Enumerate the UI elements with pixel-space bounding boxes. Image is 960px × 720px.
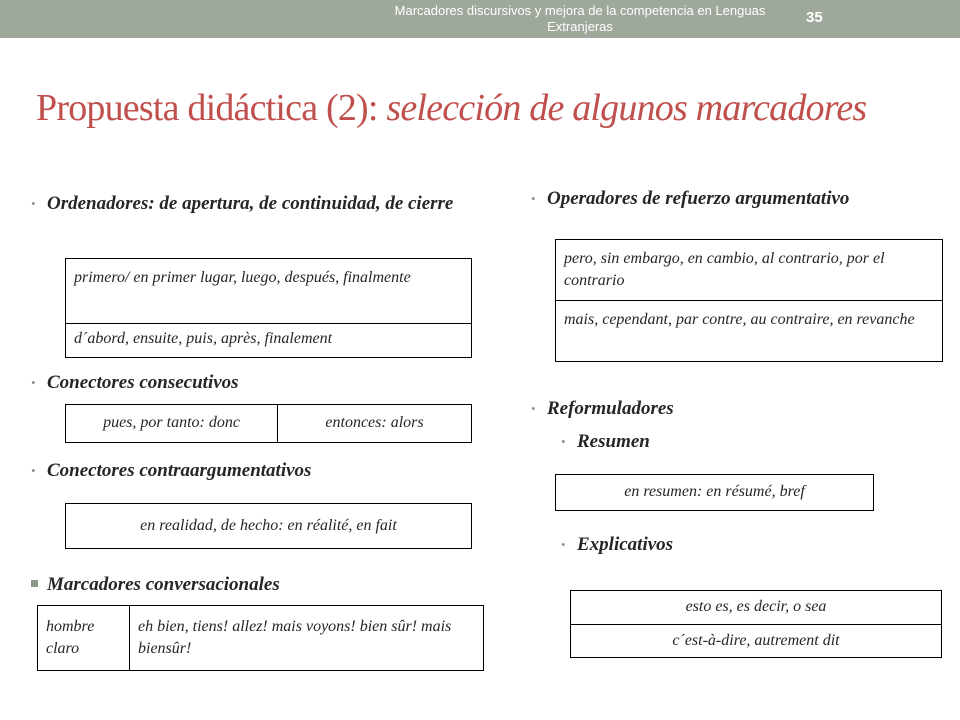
table-explicativos [570, 590, 942, 658]
table-row: en realidad, de hecho: en réalité, en fait [140, 517, 397, 534]
table-row: esto es, es decir, o sea [685, 598, 827, 615]
bullet-dot-icon: • [531, 401, 536, 416]
bullet-label: Conectores contraargumentativos [47, 460, 312, 481]
table-consecutivos [65, 404, 472, 443]
bullet-label: Marcadores conversacionales [47, 574, 280, 595]
bullet-contraargumentativos [31, 459, 487, 482]
table-cell: pues, por tanto: donc [66, 405, 278, 442]
bullet-operadores [531, 187, 947, 210]
presentation-title: Marcadores discursivos y mejora de la competencia en Lenguas Extranjeras [394, 3, 766, 34]
table-operadores [555, 239, 943, 362]
table-row: d´abord, ensuite, puis, après, finalement [66, 323, 471, 357]
bullet-consecutivos [31, 371, 487, 394]
bullet-dot-icon: • [31, 196, 36, 211]
bullet-label: Ordenadores: de apertura, de continuidad, de cierre [47, 193, 454, 214]
table-row: en resumen: en résumé, bref [624, 483, 805, 500]
bullet-reformuladores [531, 397, 847, 420]
bullet-dot-icon: • [31, 463, 36, 478]
title-emphasis: selección de algunos marcadores [386, 87, 867, 129]
header-bar [0, 0, 960, 38]
bullet-conversacionales [47, 573, 487, 596]
slide-title [36, 86, 946, 130]
bullet-label: Explicativos [577, 534, 674, 555]
table-cell: eh bien, tiens! allez! mais voyons! bien sûr! mais biensûr! [138, 618, 452, 657]
bullet-dot-icon: • [561, 537, 566, 552]
table-contraargumentativos [65, 503, 472, 549]
table-row: pero, sin embargo, en cambio, al contrario, por el contrario [564, 250, 885, 289]
bullet-dot-icon: • [561, 434, 566, 449]
table-resumen [555, 474, 874, 511]
bullet-resumen [561, 430, 777, 453]
bullet-label: Operadores de refuerzo argumentativo [547, 188, 850, 209]
bullet-explicativos [561, 533, 777, 556]
title-prefix: Propuesta didáctica (2): [36, 87, 387, 129]
bullet-ordenadores [31, 192, 502, 215]
bullet-label: Conectores consecutivos [47, 372, 239, 393]
bullet-dot-icon: • [531, 191, 536, 206]
table-ordenadores [65, 258, 472, 358]
table-conversacionales [37, 605, 484, 671]
table-row: primero/ en primer lugar, luego, después, finalmente [74, 269, 411, 286]
slide-number: 35 [806, 9, 823, 26]
bullet-label: Resumen [577, 431, 650, 452]
table-cell: entonces: alors [325, 414, 424, 431]
bullet-label: Reformuladores [547, 398, 674, 419]
table-row: mais, cependant, par contre, au contraire, en revanche [556, 300, 942, 361]
table-cell: hombre claro [38, 606, 130, 670]
table-row: c´est-à-dire, autrement dit [571, 624, 941, 657]
bullet-square-icon [31, 580, 38, 587]
bullet-dot-icon: • [31, 375, 36, 390]
